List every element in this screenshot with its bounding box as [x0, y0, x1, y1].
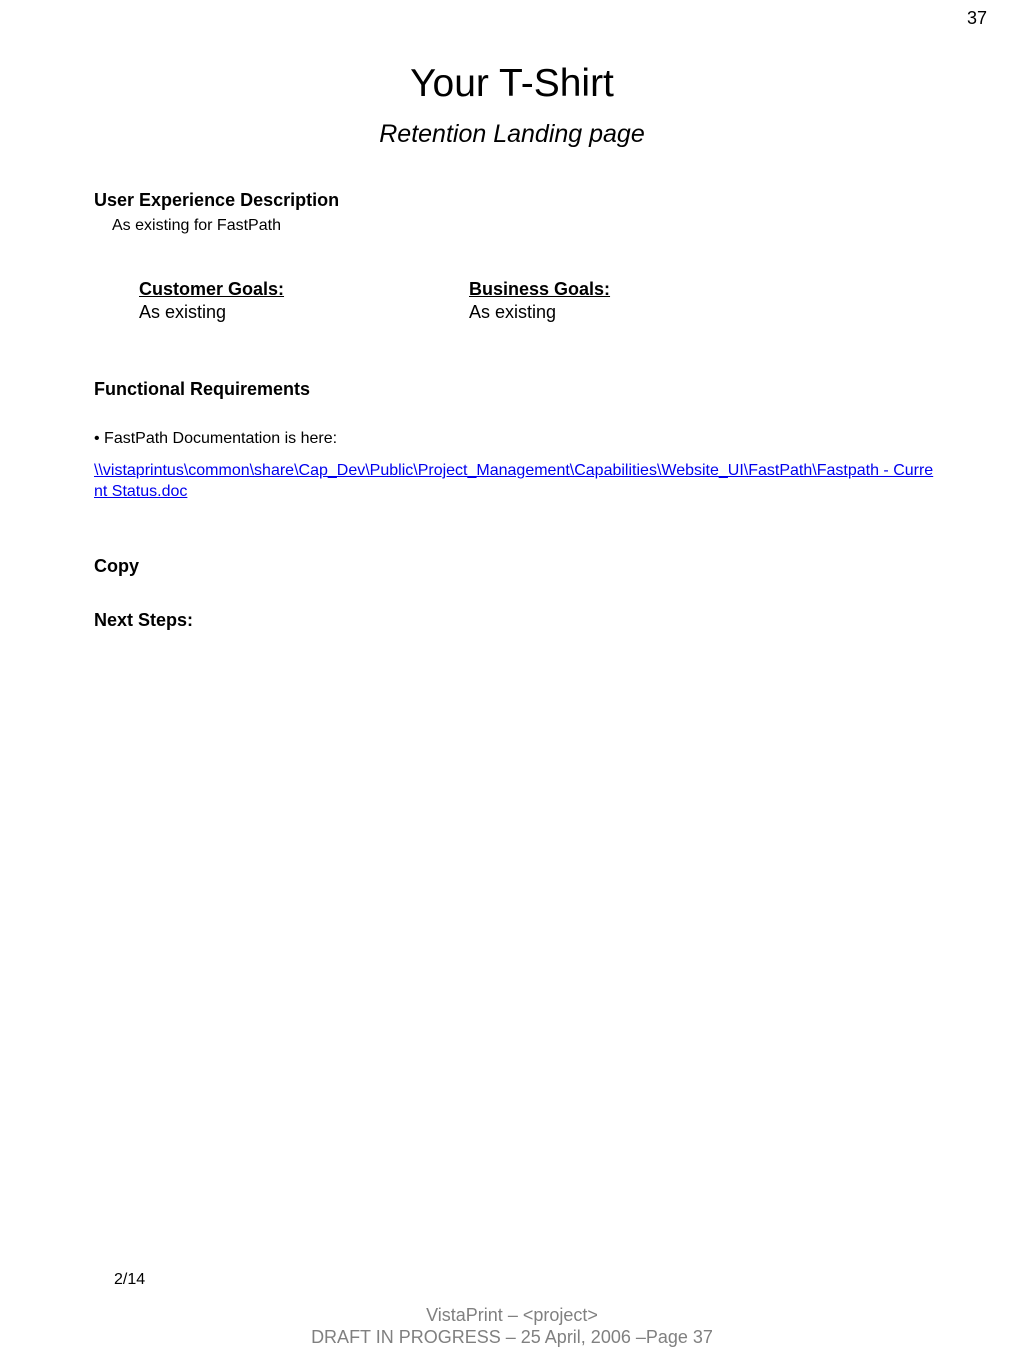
footer-draft-status: DRAFT IN PROGRESS – 25 April, 2006 –Page 37 [311, 1327, 713, 1347]
business-goals-label: Business Goals: [469, 279, 611, 299]
page-number: 37 [966, 8, 987, 28]
footer-company-project: VistaPrint – <project> [426, 1305, 598, 1325]
business-goals-value: As existing [469, 302, 557, 322]
copy-heading: Copy [94, 556, 139, 576]
ux-description-text: As existing for FastPath [112, 217, 281, 234]
slide-counter: 2/14 [114, 1271, 146, 1288]
page-title: Your T-Shirt [410, 62, 614, 105]
next-steps-heading: Next Steps: [94, 610, 194, 630]
functional-requirements-heading: Functional Requirements [94, 379, 311, 399]
customer-goals-label: Customer Goals: [139, 279, 285, 299]
page-subtitle: Retention Landing page [379, 120, 645, 148]
ux-description-heading: User Experience Description [94, 190, 340, 210]
customer-goals-value: As existing [139, 302, 227, 322]
documentation-bullet: • FastPath Documentation is here: [94, 430, 338, 447]
documentation-link[interactable]: \\vistaprintus\common\share\Cap_Dev\Public\Project_Management\Capabilities\Website_UI\FastPath\Fastpath - Current Status.doc [94, 462, 934, 500]
